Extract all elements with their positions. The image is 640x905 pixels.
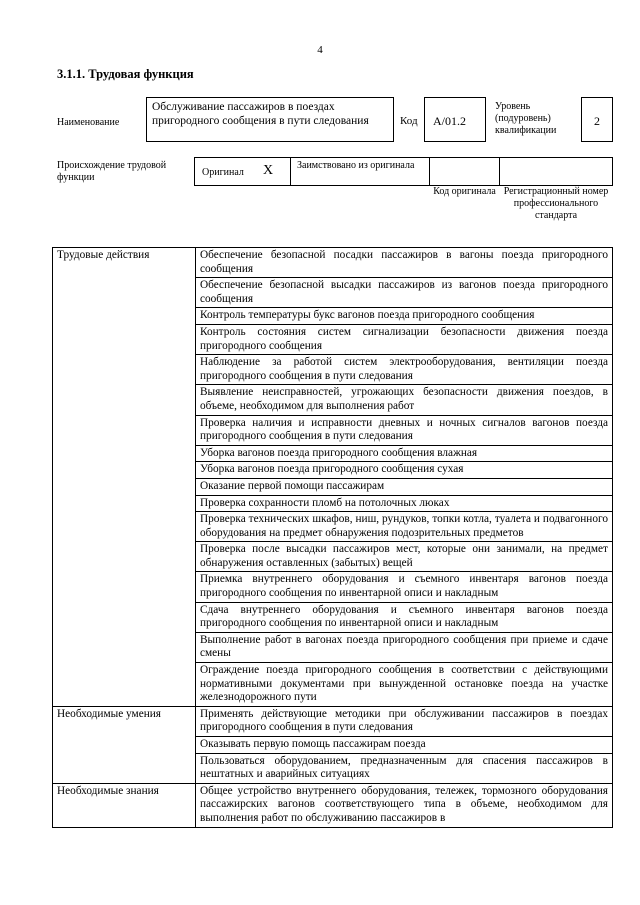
section-title-cell: Необходимые знания xyxy=(53,783,196,827)
original-mark: X xyxy=(263,163,274,178)
page-number: 4 xyxy=(317,44,323,56)
labor-function-table xyxy=(52,247,613,828)
table-item: Проверка технических шкафов, ниш, рундуков, топки котла, туалета и подвагонного оборудования на предмет обнаружения подозрительных предметов xyxy=(196,512,613,542)
section-title-cell: Трудовые действия xyxy=(53,248,196,707)
level-value: 2 xyxy=(594,114,600,128)
function-name-box xyxy=(146,97,394,142)
section-title-cell: Необходимые умения xyxy=(53,706,196,783)
name-label: Наименование xyxy=(57,117,120,128)
table-item: Пользоваться оборудованием, предназначенным для спасения пассажиров в нештатных и аварийных ситуациях xyxy=(196,753,613,783)
table-item: Оказание первой помощи пассажирам xyxy=(196,478,613,495)
table-item: Приемка внутреннего оборудования и съемного инвентаря вагонов поезда пригородного сообщения по инвентарной описи и накладным xyxy=(196,572,613,602)
table-item: Контроль состояния систем сигнализации безопасности движения поезда пригородного сообщения xyxy=(196,324,613,354)
code-label: Код xyxy=(400,115,418,127)
function-name-value: Обслуживание пассажиров в поездах пригородного сообщения в пути следования xyxy=(152,101,369,127)
table-item: Контроль температуры букс вагонов поезда пригородного сообщения xyxy=(196,308,613,325)
qualification-level-label: Уровень (подуровень) квалификации xyxy=(495,101,557,136)
code-value: А/01.2 xyxy=(433,114,466,128)
table-item: Обеспечение безопасной высадки пассажиров из вагонов поезда пригородного сообщения xyxy=(196,278,613,308)
code-original-cell xyxy=(429,157,500,186)
table-row xyxy=(53,706,613,736)
code-box xyxy=(424,97,486,142)
table-item: Проверка сохранности пломб на потолочных люках xyxy=(196,495,613,512)
table-item: Наблюдение за работой систем электрооборудования, вентиляции поезда пригородного сообщения в пути следования xyxy=(196,355,613,385)
table-item: Обеспечение безопасной посадки пассажиров в вагоны поезда пригородного сообщения xyxy=(196,248,613,278)
table-item: Уборка вагонов поезда пригородного сообщения влажная xyxy=(196,445,613,462)
borrowed-box xyxy=(290,157,430,186)
reg-number-cell xyxy=(499,157,613,186)
reg-number-caption: Регистрационный номер профессионального стандарта xyxy=(503,186,609,221)
table-item: Проверка наличия и исправности дневных и ночных сигналов вагонов поезда пригородного сообщения в пути следования xyxy=(196,415,613,445)
table-item: Оказывать первую помощь пассажирам поезда xyxy=(196,737,613,754)
original-label: Оригинал xyxy=(202,167,244,178)
table-item: Применять действующие методики при обслуживании пассажиров в поездах пригородного сообщения в пути следования xyxy=(196,706,613,736)
table-row xyxy=(53,783,613,827)
table-item: Выполнение работ в вагонах поезда пригородного сообщения при приеме и сдаче смены xyxy=(196,632,613,662)
code-original-caption: Код оригинала xyxy=(433,186,496,197)
table-item: Общее устройство внутреннего оборудования, тележек, тормозного оборудования пассажирских вагонов соответствующего типа в объеме, необходимом для выполнения работ по обслуживанию пассажиров в xyxy=(196,783,613,827)
section-title: 3.1.1. Трудовая функция xyxy=(57,67,194,81)
table-item: Уборка вагонов поезда пригородного сообщения сухая xyxy=(196,462,613,479)
borrowed-label: Заимствовано из оригинала xyxy=(297,160,415,171)
level-box xyxy=(581,97,613,142)
table-item: Выявление неисправностей, угрожающих безопасности движения поездов, в объеме, необходимом для выполнения работ xyxy=(196,385,613,415)
table-item: Проверка после высадки пассажиров мест, которые они занимали, на предмет обнаружения оставленных (забытых) вещей xyxy=(196,542,613,572)
table-row xyxy=(53,248,613,278)
origin-label: Происхождение трудовой функции xyxy=(57,160,167,183)
original-box xyxy=(194,157,291,186)
table-item: Сдача внутреннего оборудования и съемного инвентаря вагонов поезда пригородного сообщения по инвентарной описи и накладным xyxy=(196,602,613,632)
table-item: Ограждение поезда пригородного сообщения в соответствии с действующими нормативными документами при вынужденной остановке поезда на участке железнодорожного пути xyxy=(196,663,613,707)
